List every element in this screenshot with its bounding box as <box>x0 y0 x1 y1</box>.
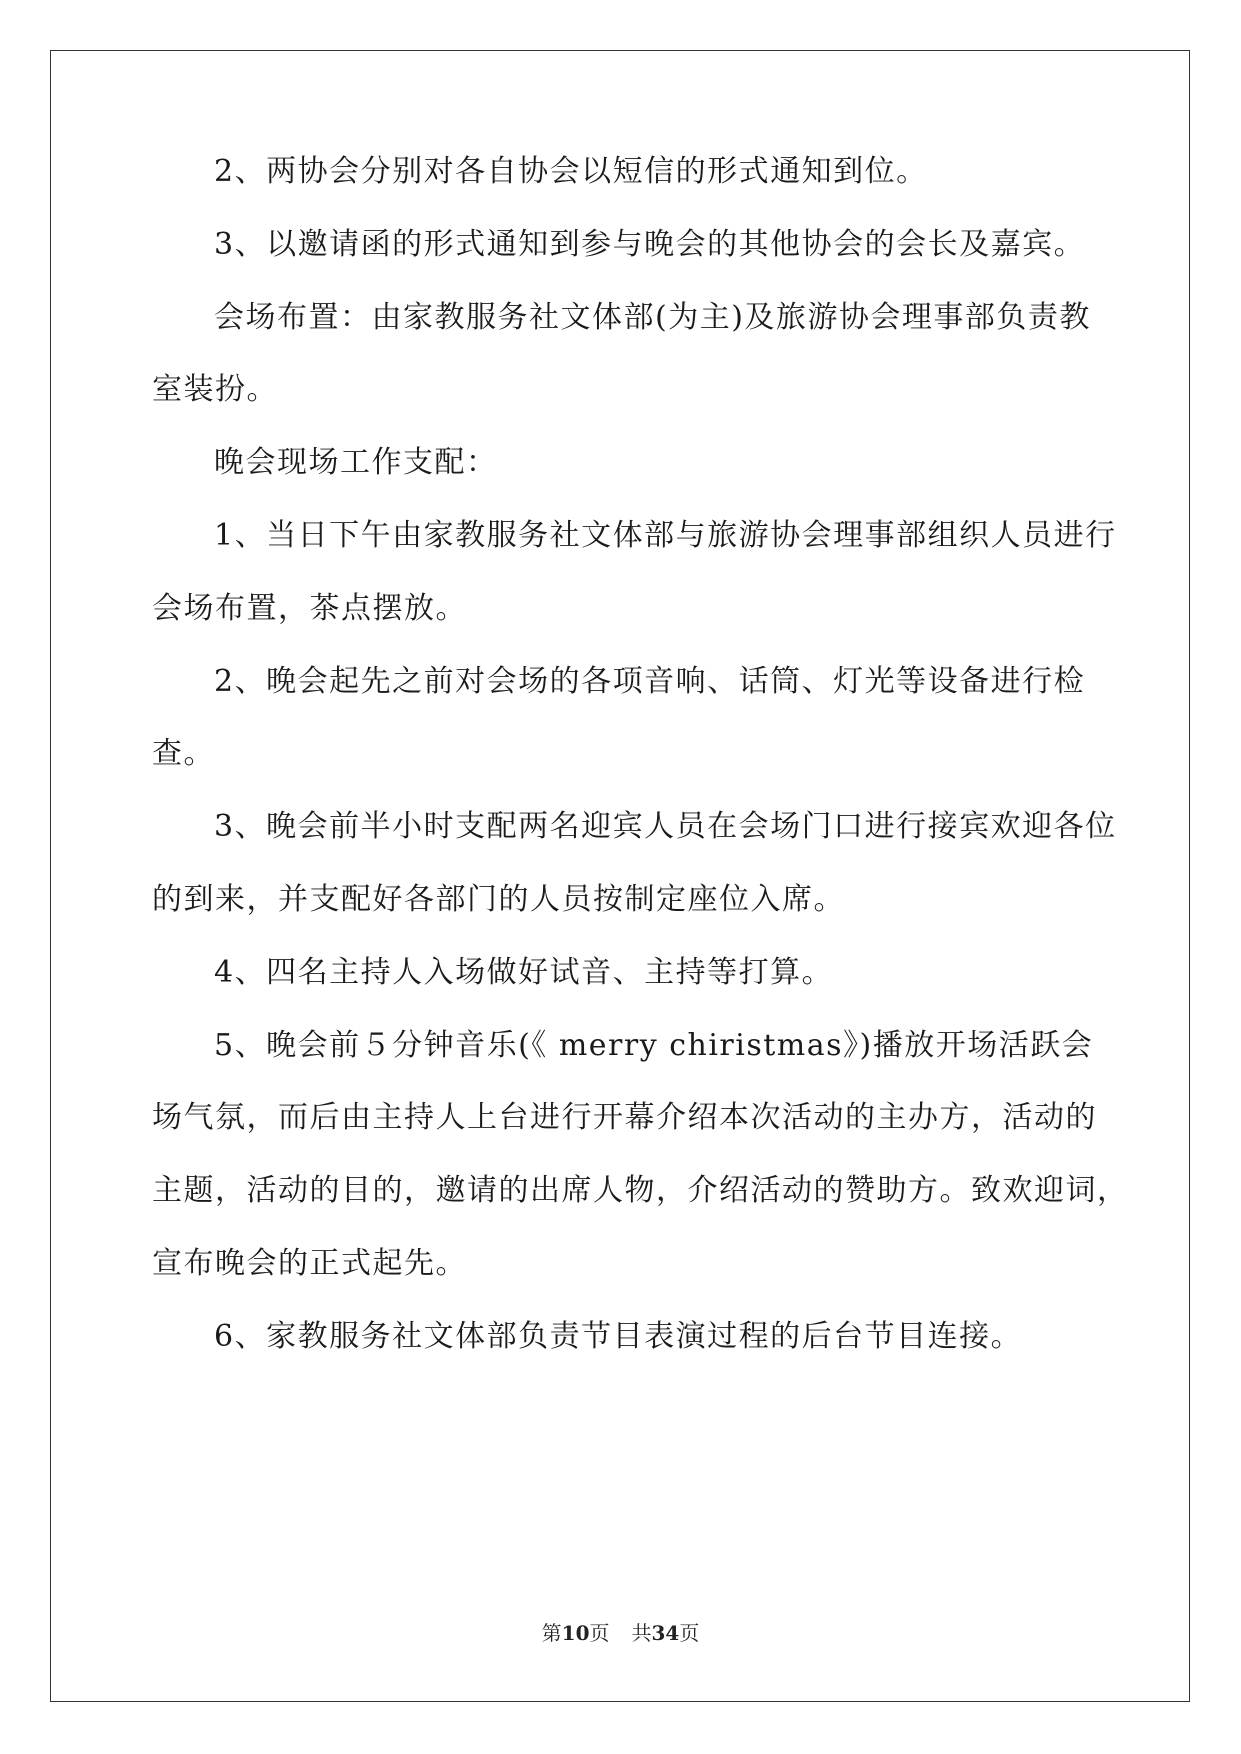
page-number-current: 10 <box>561 1621 590 1645</box>
paragraph-line: 3、以邀请函的形式通知到参与晚会的其他协会的会长及嘉宾。 <box>214 227 1086 262</box>
page-footer <box>0 1620 1241 1646</box>
total-prefix: 共 <box>631 1621 652 1645</box>
page-unit: 页 <box>589 1621 610 1645</box>
paragraph-line: 查。 <box>152 736 215 771</box>
paragraph-line: 4、四名主持人入场做好试音、主持等打算。 <box>214 955 834 990</box>
total-unit: 页 <box>679 1621 700 1645</box>
page-number-total: 34 <box>651 1621 680 1645</box>
paragraph-line: 场气氛，而后由主持人上台进行开幕介绍本次活动的主办方，活动的 <box>152 1100 1097 1135</box>
paragraph-line: 的到来，并支配好各部门的人员按制定座位入席。 <box>152 882 845 917</box>
page-prefix: 第 <box>541 1621 562 1645</box>
paragraph-line: 宣布晚会的正式起先。 <box>152 1246 467 1281</box>
paragraph-line: 1、当日下午由家教服务社文体部与旅游协会理事部组织人员进行 <box>214 518 1117 553</box>
paragraph-line: 2、晚会起先之前对会场的各项音响、话筒、灯光等设备进行检 <box>214 664 1086 699</box>
section-heading: 晚会现场工作支配： <box>214 445 498 480</box>
paragraph-line: 主题，活动的目的，邀请的出席人物，介绍活动的赞助方。致欢迎词， <box>152 1173 1129 1208</box>
paragraph-line: 会场布置：由家教服务社文体部(为主)及旅游协会理事部负责教 <box>214 300 1091 335</box>
paragraph-line: 室装扮。 <box>152 372 278 407</box>
paragraph-line: 5、晚会前５分钟音乐(《 merry chiristmas》)播放开场活跃会 <box>214 1028 1094 1063</box>
paragraph-line: 3、晚会前半小时支配两名迎宾人员在会场门口进行接宾欢迎各位 <box>214 809 1117 844</box>
paragraph-line: 2、两协会分别对各自协会以短信的形式通知到位。 <box>214 154 928 189</box>
paragraph-line: 会场布置，茶点摆放。 <box>152 591 467 626</box>
paragraph-line: 6、家教服务社文体部负责节目表演过程的后台节目连接。 <box>214 1319 1023 1354</box>
